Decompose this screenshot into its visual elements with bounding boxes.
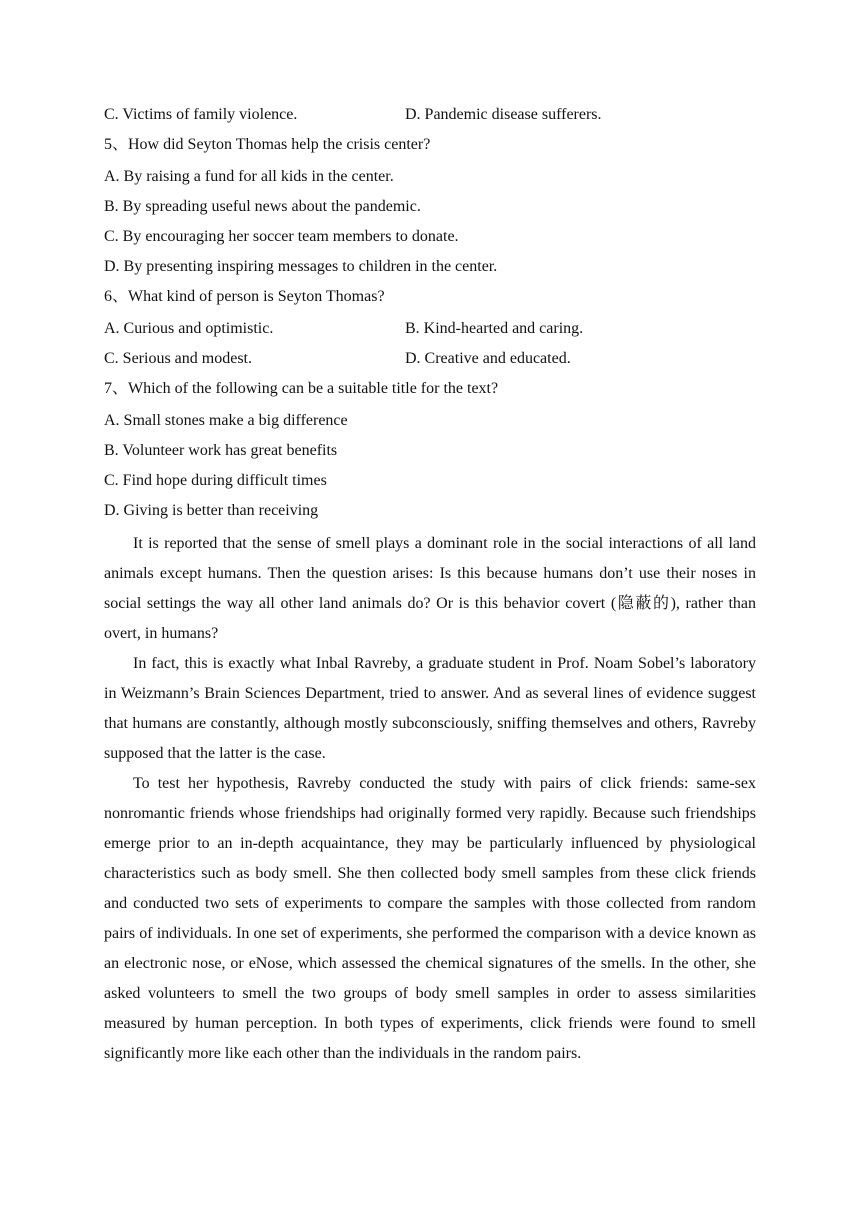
option-5a: A. By raising a fund for all kids in the center. [104, 168, 394, 185]
option-4d: D. Pandemic disease sufferers. [405, 106, 602, 123]
passage-paragraph-2: In fact, this is exactly what Inbal Ravreby, a graduate student in Prof. Noam Sobel’s laboratory in Weizmann’s Brain Sciences Department, tried to answer. And as several lines of evidence suggest that humans are constantly, although mostly subconsciously, sniffing themselves and others, Ravreby supposed that the latter is the case. [104, 655, 756, 762]
passage-paragraph-3: To test her hypothesis, Ravreby conducted the study with pairs of click friends: same-sex nonromantic friends whose friendships had originally formed very rapidly. Because such friendships emerge prior to an in-depth acquaintance, they may be particularly influenced by physiological characteristics such as body smell. She then collected body smell samples from these click friends and conducted two sets of experiments to compare the samples with those collected from random pairs of individuals. In one set of experiments, she performed the comparison with a device known as an electronic nose, or eNose, which assessed the chemical signatures of the smells. In the other, she asked volunteers to smell the two groups of body smell samples in order to assess similarities measured by human perception. In both types of experiments, click friends were found to smell significantly more like each other than the individuals in the random pairs. [104, 775, 756, 1062]
option-4c: C. Victims of family violence. [104, 106, 298, 123]
question-5-stem: 5、How did Seyton Thomas help the crisis center? [104, 136, 431, 153]
option-6d: D. Creative and educated. [405, 350, 571, 367]
option-5d: D. By presenting inspiring messages to children in the center. [104, 258, 498, 275]
exam-page [104, 103, 756, 1069]
question-6-options-ab [104, 317, 756, 347]
option-5c: C. By encouraging her soccer team members to donate. [104, 228, 459, 245]
option-7c: C. Find hope during difficult times [104, 472, 327, 489]
question-7-stem: 7、Which of the following can be a suitable title for the text? [104, 380, 499, 397]
option-6c: C. Serious and modest. [104, 350, 252, 367]
question-6-stem: 6、What kind of person is Seyton Thomas? [104, 288, 385, 305]
option-7b: B. Volunteer work has great benefits [104, 442, 338, 459]
option-6b: B. Kind-hearted and caring. [405, 320, 584, 337]
option-6a: A. Curious and optimistic. [104, 320, 274, 337]
passage-paragraph-1: It is reported that the sense of smell plays a dominant role in the social interactions of all land animals except humans. Then the question arises: Is this because humans don’t use their noses in social settings the way all other land animals do? Or is this behavior covert (隐蔽的), rather than overt, in humans? [104, 535, 756, 642]
option-5b: B. By spreading useful news about the pandemic. [104, 198, 421, 215]
question-4-options-cd [104, 103, 756, 133]
option-7d: D. Giving is better than receiving [104, 502, 319, 519]
question-6-options-cd [104, 347, 756, 377]
option-7a: A. Small stones make a big difference [104, 412, 348, 429]
